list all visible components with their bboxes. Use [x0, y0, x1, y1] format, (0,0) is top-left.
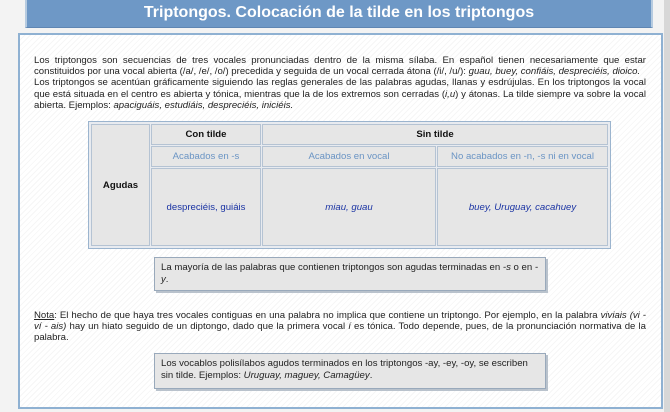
subheader-acabados-s: Acabados en -s [151, 146, 261, 167]
header-sin-tilde: Sin tilde [262, 124, 608, 145]
example-no-acabados: buey, Uruguay, cacahuey [437, 168, 608, 246]
note-polisilabos [154, 353, 546, 389]
note2-text: Los vocablos polisílabos agudos terminados en los triptongos -ay, -ey, -oy, se escriben sin tilde. Ejemplos: [161, 358, 528, 381]
page-title: Triptongos. Colocación de la tilde en los triptongos [25, 0, 653, 28]
intro-p2-text: Los triptongos se acentúan gráficamente siguiendo las reglas generales de las palabras agudas, llanas y esdrújulas. En los triptongos la vocal que está situada en el centro es abierta y tónica, mientras que la de los extremos son cerradas ( [34, 77, 646, 100]
example-acabados-vocal: miau, guau [262, 168, 436, 246]
nota-label: Nota [34, 310, 55, 321]
intro-p2-vowels: i,u [445, 88, 456, 100]
intro-p1-examples: guau, buey, confiáis, despreciéis, dioico. [468, 66, 641, 78]
nota-paragraph [34, 310, 646, 344]
intro-p2-text-b: ) y átonas. La tilde siempre va sobre la vocal abierta. Ejemplos: [34, 88, 646, 111]
scrollbar[interactable] [664, 0, 670, 412]
rules-table [88, 121, 611, 249]
content-panel [18, 33, 663, 409]
intro-paragraph-1 [34, 55, 646, 77]
note1-text: La mayoría de las palabras que contienen triptongos son agudas terminadas en [161, 262, 503, 273]
nota-vowel: í [348, 321, 351, 333]
nota-word: viviais (vi - ví - ais) [34, 310, 646, 333]
note1-s: -s [502, 262, 511, 273]
intro-p2-examples: apaciguáis, estudiáis, despreciéis, iniciéis. [113, 99, 294, 111]
intro-paragraph-2 [34, 77, 646, 111]
note1-y: -y [161, 262, 539, 285]
note1-text-c: . [165, 274, 169, 285]
header-con-tilde: Con tilde [151, 124, 261, 145]
note2-examples: Uruguay, maguey, Camagüey [243, 370, 370, 381]
row-label-agudas: Agudas [91, 124, 150, 246]
note2-text-b: . [369, 370, 373, 381]
nota-text-c: es tónica. Todo depende, pues, de la pronunciación normativa de la palabra. [34, 321, 646, 344]
intro-p1-text: Los triptongos son secuencias de tres vocales pronunciadas dentro de la misma sílaba. En español tienen necesariamente que estar constituidos por una vocal abierta (/a/, /e/, /o/) precedida y seguida de un vocal cerrada átona (/i/, /u/): [34, 55, 646, 78]
subheader-acabados-vocal: Acabados en vocal [262, 146, 436, 167]
intro-text [34, 55, 646, 111]
subheader-no-acabados: No acabados en -n, -s ni en vocal [437, 146, 608, 167]
note1-text-b: o en [510, 262, 535, 273]
note-agudas [154, 257, 546, 291]
example-con-tilde: despreciéis, guiáis [151, 168, 261, 246]
nota-text-b: hay un hiato seguido de un diptongo, dado que la primera vocal [66, 321, 349, 333]
nota-text-a: : El hecho de que haya tres vocales contiguas en una palabra no implica que contiene un triptongo. Por ejemplo, en la palabra [54, 310, 601, 321]
